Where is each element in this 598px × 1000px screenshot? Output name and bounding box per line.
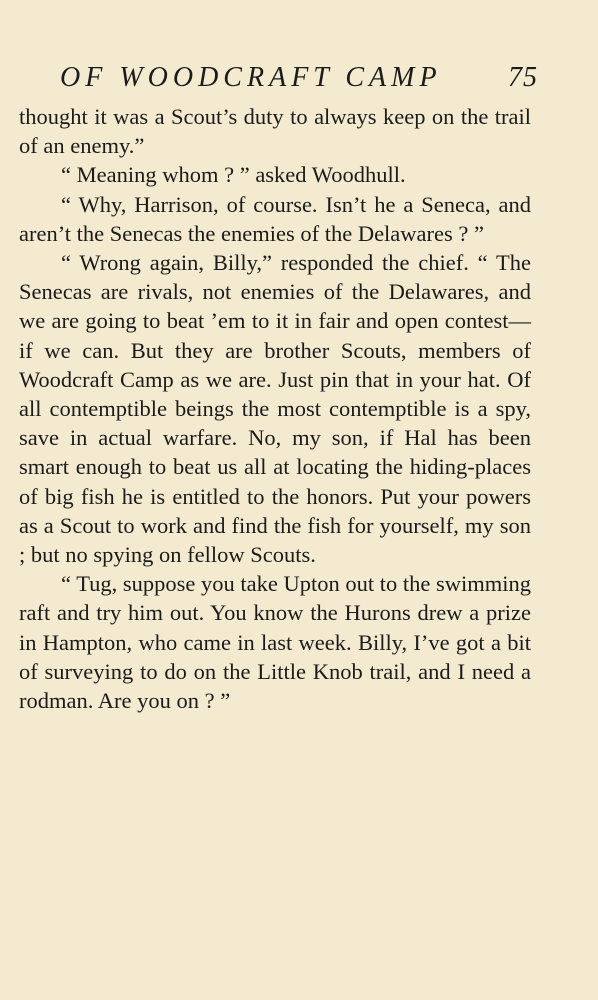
paragraph-4: “ Wrong again, Billy,” responded the chief. “ The Senecas are rivals, not enemies of the Delawares, and we are going to beat ’em to it in fair and open contest—if we can. But they are brother Scouts, members of Woodcraft Camp as we are. Just pin that in your hat. Of all contemptible beings the most contemptible is a spy, save in actual warfare. No, my son, if Hal has been smart enough to beat us all at locating the hiding-places of big fish he is entitled to the honors. Put your powers as a Scout to work and find the fish for yourself, my son ; but no spying on fellow Scouts. bbox=[19, 250, 531, 568]
page-number: 75 bbox=[508, 62, 538, 93]
paragraph-1: thought it was a Scout’s duty to always keep on the trail of an enemy.” bbox=[19, 104, 531, 159]
running-head bbox=[60, 58, 538, 98]
body-text bbox=[19, 102, 531, 715]
paragraph-3: “ Why, Harrison, of course. Isn’t he a Seneca, and aren’t the Senecas the enemies of the Delawares ? ” bbox=[19, 191, 531, 246]
paragraph-5: “ Tug, suppose you take Upton out to the swimming raft and try him out. You know the Hurons drew a prize in Hampton, who came in last week. Billy, I’ve got a bit of surveying to do on the Little Knob trail, and I need a rodman. Are you on ? ” bbox=[19, 571, 532, 714]
paragraph-2: “ Meaning whom ? ” asked Woodhull. bbox=[61, 162, 406, 188]
running-head-title: OF WOODCRAFT CAMP bbox=[60, 62, 442, 93]
